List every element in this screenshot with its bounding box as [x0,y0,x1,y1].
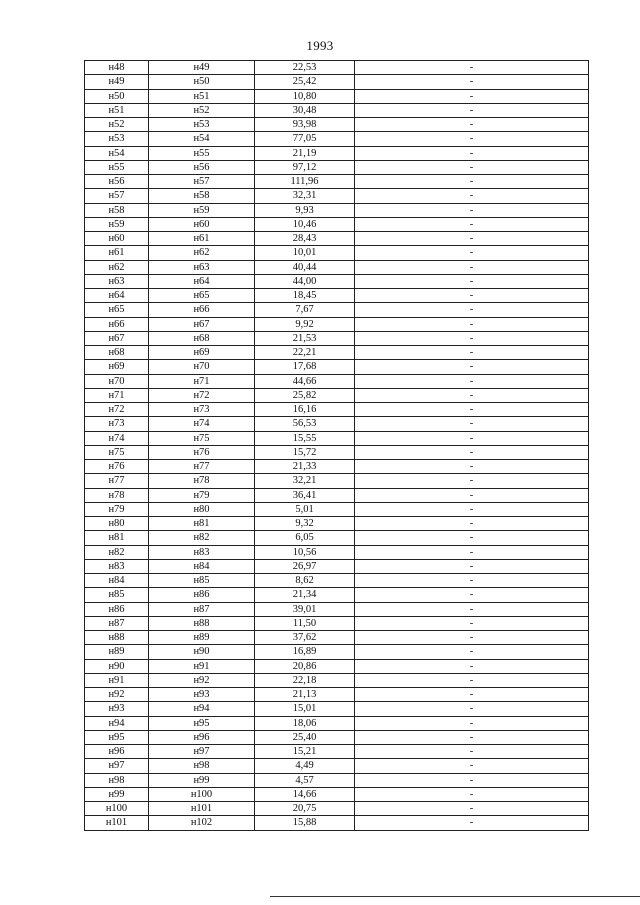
point-to-cell: н68 [149,331,255,345]
table-row [85,417,589,431]
note-cell: - [355,246,589,260]
note-cell: - [355,303,589,317]
point-from-cell: н81 [85,531,149,545]
distance-cell: 21,33 [255,460,355,474]
note-cell: - [355,802,589,816]
table-row [85,460,589,474]
point-from-cell: н80 [85,517,149,531]
distance-cell: 20,86 [255,659,355,673]
note-cell: - [355,346,589,360]
note-cell: - [355,502,589,516]
note-cell: - [355,745,589,759]
note-cell: - [355,331,589,345]
table-row [85,616,589,630]
point-to-cell: н55 [149,146,255,160]
table-row [85,816,589,830]
point-from-cell: н92 [85,688,149,702]
table-row [85,631,589,645]
distance-cell: 7,67 [255,303,355,317]
table-row [85,146,589,160]
distance-cell: 10,80 [255,89,355,103]
note-cell: - [355,232,589,246]
point-from-cell: н73 [85,417,149,431]
distance-cell: 15,01 [255,702,355,716]
point-to-cell: н67 [149,317,255,331]
point-to-cell: н63 [149,260,255,274]
point-from-cell: н51 [85,103,149,117]
point-from-cell: н91 [85,673,149,687]
distance-cell: 30,48 [255,103,355,117]
table-row [85,645,589,659]
note-cell: - [355,673,589,687]
note-cell: - [355,759,589,773]
table-row [85,89,589,103]
table-row [85,559,589,573]
point-to-cell: н56 [149,160,255,174]
point-to-cell: н71 [149,374,255,388]
table-row [85,331,589,345]
distance-cell: 15,88 [255,816,355,830]
point-to-cell: н81 [149,517,255,531]
point-to-cell: н91 [149,659,255,673]
table-row [85,659,589,673]
point-to-cell: н88 [149,616,255,630]
distance-cell: 4,49 [255,759,355,773]
distance-cell: 21,19 [255,146,355,160]
point-to-cell: н92 [149,673,255,687]
distance-cell: 21,13 [255,688,355,702]
distance-cell: 18,45 [255,289,355,303]
distance-cell: 9,93 [255,203,355,217]
point-to-cell: н52 [149,103,255,117]
point-from-cell: н56 [85,175,149,189]
distance-cell: 5,01 [255,502,355,516]
note-cell: - [355,431,589,445]
point-to-cell: н93 [149,688,255,702]
point-from-cell: н82 [85,545,149,559]
point-from-cell: н88 [85,631,149,645]
point-to-cell: н59 [149,203,255,217]
point-from-cell: н98 [85,773,149,787]
table-row [85,531,589,545]
table-row [85,545,589,559]
point-to-cell: н98 [149,759,255,773]
note-cell: - [355,175,589,189]
distance-cell: 37,62 [255,631,355,645]
table-row [85,773,589,787]
note-cell: - [355,403,589,417]
point-to-cell: н75 [149,431,255,445]
note-cell: - [355,559,589,573]
note-cell: - [355,702,589,716]
distance-cell: 26,97 [255,559,355,573]
point-from-cell: н94 [85,716,149,730]
point-to-cell: н73 [149,403,255,417]
point-from-cell: н68 [85,346,149,360]
distance-cell: 22,18 [255,673,355,687]
distance-cell: 40,44 [255,260,355,274]
note-cell: - [355,374,589,388]
point-from-cell: н99 [85,787,149,801]
distance-cell: 16,16 [255,403,355,417]
note-cell: - [355,75,589,89]
note-cell: - [355,289,589,303]
table-row [85,802,589,816]
table-row [85,588,589,602]
point-to-cell: н87 [149,602,255,616]
point-from-cell: н48 [85,61,149,75]
note-cell: - [355,203,589,217]
note-cell: - [355,645,589,659]
table-row [85,75,589,89]
table-row [85,232,589,246]
note-cell: - [355,631,589,645]
table-row [85,103,589,117]
distance-cell: 77,05 [255,132,355,146]
point-from-cell: н100 [85,802,149,816]
note-cell: - [355,616,589,630]
table-row [85,759,589,773]
note-cell: - [355,460,589,474]
table-row [85,360,589,374]
table-row [85,132,589,146]
note-cell: - [355,388,589,402]
note-cell: - [355,118,589,132]
table-row [85,787,589,801]
point-to-cell: н96 [149,730,255,744]
distance-cell: 15,55 [255,431,355,445]
point-to-cell: н49 [149,61,255,75]
note-cell: - [355,730,589,744]
table-row [85,317,589,331]
point-from-cell: н58 [85,203,149,217]
point-to-cell: н100 [149,787,255,801]
point-to-cell: н65 [149,289,255,303]
distance-cell: 93,98 [255,118,355,132]
point-from-cell: н57 [85,189,149,203]
point-from-cell: н90 [85,659,149,673]
point-from-cell: н62 [85,260,149,274]
point-to-cell: н77 [149,460,255,474]
note-cell: - [355,588,589,602]
table-row [85,118,589,132]
distance-cell: 11,50 [255,616,355,630]
point-to-cell: н54 [149,132,255,146]
table-row [85,502,589,516]
point-to-cell: н99 [149,773,255,787]
point-from-cell: н66 [85,317,149,331]
point-to-cell: н50 [149,75,255,89]
note-cell: - [355,474,589,488]
distance-cell: 6,05 [255,531,355,545]
note-cell: - [355,89,589,103]
point-to-cell: н94 [149,702,255,716]
point-to-cell: н101 [149,802,255,816]
table-row [85,189,589,203]
distance-cell: 8,62 [255,574,355,588]
point-from-cell: н70 [85,374,149,388]
table-row [85,61,589,75]
note-cell: - [355,274,589,288]
point-to-cell: н83 [149,545,255,559]
distance-cell: 25,42 [255,75,355,89]
point-from-cell: н96 [85,745,149,759]
distance-cell: 9,92 [255,317,355,331]
point-from-cell: н79 [85,502,149,516]
note-cell: - [355,146,589,160]
point-to-cell: н57 [149,175,255,189]
point-to-cell: н82 [149,531,255,545]
point-to-cell: н79 [149,488,255,502]
distance-cell: 111,96 [255,175,355,189]
note-cell: - [355,659,589,673]
point-from-cell: н61 [85,246,149,260]
point-to-cell: н53 [149,118,255,132]
table-row [85,274,589,288]
point-to-cell: н69 [149,346,255,360]
point-from-cell: н83 [85,559,149,573]
point-to-cell: н89 [149,631,255,645]
note-cell: - [355,531,589,545]
point-to-cell: н66 [149,303,255,317]
point-from-cell: н87 [85,616,149,630]
note-cell: - [355,716,589,730]
note-cell: - [355,103,589,117]
table-row [85,303,589,317]
table-row [85,445,589,459]
table-row [85,474,589,488]
point-to-cell: н76 [149,445,255,459]
distance-cell: 22,21 [255,346,355,360]
table-row [85,730,589,744]
point-from-cell: н72 [85,403,149,417]
table-row [85,488,589,502]
point-from-cell: н52 [85,118,149,132]
distance-cell: 22,53 [255,61,355,75]
boundary-points-table [84,60,589,831]
distance-cell: 25,40 [255,730,355,744]
distance-cell: 18,06 [255,716,355,730]
note-cell: - [355,61,589,75]
table-row [85,702,589,716]
point-from-cell: н76 [85,460,149,474]
point-from-cell: н86 [85,602,149,616]
distance-cell: 20,75 [255,802,355,816]
distance-cell: 16,89 [255,645,355,659]
note-cell: - [355,816,589,830]
distance-cell: 21,34 [255,588,355,602]
point-from-cell: н71 [85,388,149,402]
note-cell: - [355,488,589,502]
distance-cell: 56,53 [255,417,355,431]
table-row [85,160,589,174]
point-to-cell: н84 [149,559,255,573]
table-row [85,246,589,260]
distance-cell: 10,01 [255,246,355,260]
table-row [85,745,589,759]
point-to-cell: н62 [149,246,255,260]
note-cell: - [355,787,589,801]
distance-cell: 44,00 [255,274,355,288]
point-from-cell: н75 [85,445,149,459]
point-from-cell: н50 [85,89,149,103]
table-row [85,289,589,303]
point-from-cell: н54 [85,146,149,160]
note-cell: - [355,189,589,203]
point-to-cell: н102 [149,816,255,830]
point-from-cell: н49 [85,75,149,89]
distance-cell: 17,68 [255,360,355,374]
point-to-cell: н72 [149,388,255,402]
table-row [85,203,589,217]
distance-cell: 15,21 [255,745,355,759]
table-row [85,346,589,360]
note-cell: - [355,317,589,331]
note-cell: - [355,574,589,588]
point-to-cell: н60 [149,217,255,231]
table-row [85,716,589,730]
note-cell: - [355,517,589,531]
table-body [85,61,589,831]
point-from-cell: н93 [85,702,149,716]
note-cell: - [355,160,589,174]
point-to-cell: н85 [149,574,255,588]
table-row [85,673,589,687]
point-from-cell: н74 [85,431,149,445]
point-from-cell: н85 [85,588,149,602]
distance-cell: 9,32 [255,517,355,531]
table-row [85,217,589,231]
point-to-cell: н97 [149,745,255,759]
footer-rule [270,896,640,897]
point-from-cell: н59 [85,217,149,231]
point-to-cell: н70 [149,360,255,374]
distance-cell: 21,53 [255,331,355,345]
point-to-cell: н80 [149,502,255,516]
point-to-cell: н51 [149,89,255,103]
note-cell: - [355,545,589,559]
point-from-cell: н97 [85,759,149,773]
point-to-cell: н78 [149,474,255,488]
point-from-cell: н64 [85,289,149,303]
point-to-cell: н61 [149,232,255,246]
note-cell: - [355,217,589,231]
point-to-cell: н58 [149,189,255,203]
point-to-cell: н64 [149,274,255,288]
note-cell: - [355,445,589,459]
distance-cell: 97,12 [255,160,355,174]
table-row [85,602,589,616]
point-to-cell: н90 [149,645,255,659]
table-row [85,574,589,588]
page-number: 1993 [306,38,334,53]
distance-cell: 28,43 [255,232,355,246]
point-to-cell: н74 [149,417,255,431]
distance-cell: 32,21 [255,474,355,488]
distance-cell: 4,57 [255,773,355,787]
distance-cell: 25,82 [255,388,355,402]
distance-cell: 32,31 [255,189,355,203]
point-from-cell: н77 [85,474,149,488]
distance-cell: 10,46 [255,217,355,231]
point-from-cell: н63 [85,274,149,288]
point-from-cell: н84 [85,574,149,588]
distance-cell: 44,66 [255,374,355,388]
note-cell: - [355,773,589,787]
point-from-cell: н95 [85,730,149,744]
table-row [85,403,589,417]
distance-cell: 39,01 [255,602,355,616]
point-from-cell: н65 [85,303,149,317]
table-row [85,175,589,189]
distance-cell: 10,56 [255,545,355,559]
note-cell: - [355,260,589,274]
table-row [85,688,589,702]
note-cell: - [355,360,589,374]
point-from-cell: н101 [85,816,149,830]
note-cell: - [355,602,589,616]
note-cell: - [355,132,589,146]
point-from-cell: н78 [85,488,149,502]
table-row [85,388,589,402]
distance-cell: 14,66 [255,787,355,801]
point-from-cell: н69 [85,360,149,374]
point-to-cell: н86 [149,588,255,602]
table-row [85,517,589,531]
distance-cell: 36,41 [255,488,355,502]
table-row [85,374,589,388]
point-from-cell: н60 [85,232,149,246]
distance-cell: 15,72 [255,445,355,459]
table-row [85,431,589,445]
note-cell: - [355,688,589,702]
point-from-cell: н89 [85,645,149,659]
note-cell: - [355,417,589,431]
point-from-cell: н53 [85,132,149,146]
point-to-cell: н95 [149,716,255,730]
point-from-cell: н67 [85,331,149,345]
point-from-cell: н55 [85,160,149,174]
table-row [85,260,589,274]
